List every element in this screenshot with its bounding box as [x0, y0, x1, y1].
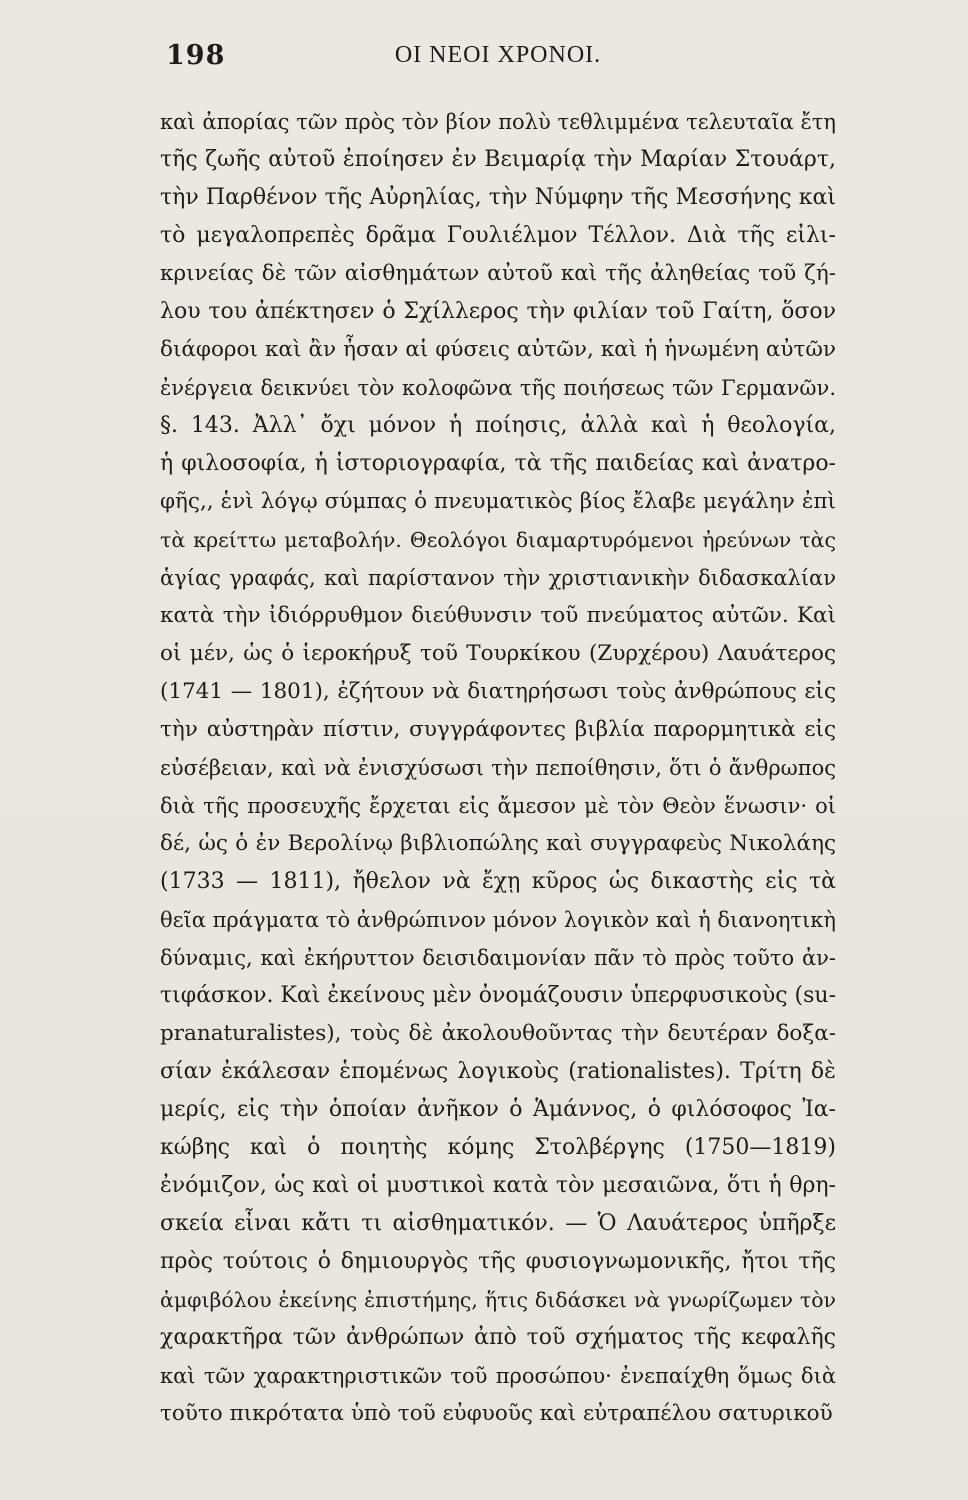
text-line: πρὸς τούτοις ὁ δημιουργὸς τῆς φυσιογνωμονικῆς, ἤτοι τῆς	[160, 1249, 836, 1274]
text-line: (1741 — 1801), ἐζήτουν νὰ διατηρήσωσι τοὺς ἀνθρώπους εἰς	[160, 679, 836, 704]
text-line: τὰ κρείττω μεταβολήν. Θεολόγοι διαμαρτυρόμενοι ἠρεύνων τὰς	[160, 528, 836, 552]
text-line: κατὰ τὴν ἰδιόρρυθμον διεύθυνσιν τοῦ πνεύματος αὐτῶν. Καὶ	[160, 603, 836, 628]
text-line: τὴν αὐστηρὰν πίστιν, συγγράφοντες βιβλία παρορμητικὰ εἰς	[160, 717, 836, 742]
text-line: καὶ τῶν χαρακτηριστικῶν τοῦ προσώπου· ἐνεπαίχθη ὅμως διὰ	[160, 1364, 836, 1388]
text-line: διάφοροι καὶ ἂν ἦσαν αἱ φύσεις αὐτῶν, καὶ ἡ ἡνωμένη αὐτῶν	[160, 337, 836, 362]
text-line: ἁγίας γραφάς, καὶ παρίστανον τὴν χριστιανικὴν διδασκαλίαν	[160, 566, 836, 590]
text-line: μερίς, εἰς τὴν ὁποίαν ἀνῆκον ὁ Ἁμάννος, ὁ φιλόσοφος Ἰα-	[160, 1097, 836, 1122]
text-line: τιφάσκον. Καὶ ἐκείνους μὲν ὀνομάζουσιν ὑπερφυσικοὺς (su-	[160, 983, 836, 1008]
text-line: χαρακτῆρα τῶν ἀνθρώπων ἀπὸ τοῦ σχήματος τῆς κεφαλῆς	[160, 1325, 836, 1350]
text-line: δύναμις, καὶ ἐκήρυττον δεισιδαιμονίαν πᾶν τὸ πρὸς τοῦτο ἀν-	[160, 946, 836, 970]
text-line: pranaturalistes), τοὺς δὲ ἀκολουθοῦντας τὴν δευτέραν δοξα-	[160, 1021, 836, 1046]
text-line: τοῦτο πικρότατα ὑπὸ τοῦ εὐφυοῦς καὶ εὐτραπέλου σατυρικοῦ	[160, 1401, 833, 1426]
text-line: ἡ φιλοσοφία, ἡ ἱστοριογραφία, τὰ τῆς παιδείας καὶ ἀνατρο-	[160, 451, 836, 476]
text-line: κώβης καὶ ὁ ποιητὴς κόμης Στολβέργης (1750—1819)	[160, 1135, 836, 1160]
text-line: ἐνέργεια δεικνύει τὸν κολοφῶνα τῆς ποιήσεως τῶν Γερμανῶν.	[160, 376, 836, 400]
text-line: ἐνόμιζον, ὡς καὶ οἱ μυστικοὶ κατὰ τὸν μεσαιῶνα, ὅτι ἡ θρη-	[160, 1173, 836, 1198]
running-title: ΟΙ ΝΕΟΙ ΧΡΟΝΟΙ.	[394, 42, 602, 68]
text-line: οἱ μέν, ὡς ὁ ἱεροκήρυξ τοῦ Τουρκίκου (Ζυρχέρου) Λαυάτερος	[160, 641, 836, 666]
text-line: εὐσέβειαν, καὶ νὰ ἐνισχύσωσι τὴν πεποίθησιν, ὅτι ὁ ἄνθρωπος	[160, 756, 836, 780]
text-line: ἀμφιβόλου ἐκείνης ἐπιστήμης, ἥτις διδάσκει νὰ γνωρίζωμεν τὸν	[160, 1288, 836, 1312]
text-line: σίαν ἐκάλεσαν ἑπομένως λογικοὺς (rationalistes). Τρίτη δὲ	[160, 1059, 836, 1084]
text-line: τὸ μεγαλοπρεπὲς δρᾶμα Γουλιέλμον Τέλλον. Διὰ τῆς εἰλι-	[160, 223, 836, 248]
page-number: 198	[166, 40, 226, 71]
text-line: λου του ἀπέκτησεν ὁ Σχίλλερος τὴν φιλίαν τοῦ Γαίτη, ὅσον	[160, 299, 836, 324]
text-line: δέ, ὡς ὁ ἐν Βερολίνῳ βιβλιοπώλης καὶ συγγραφεὺς Νικολάης	[160, 831, 836, 856]
text-line: (1733 — 1811), ἤθελον νὰ ἔχῃ κῦρος ὡς δικαστὴς εἰς τὰ	[160, 869, 836, 894]
text-line: θεῖα πράγματα τὸ ἀνθρώπινον μόνον λογικὸν καὶ ἡ διανοητικὴ	[160, 908, 836, 932]
page-header	[160, 40, 836, 80]
body-text	[160, 103, 836, 1433]
text-line: τῆς ζωῆς αὐτοῦ ἐποίησεν ἐν Βειμαρίᾳ τὴν Μαρίαν Στουάρτ,	[160, 147, 836, 172]
text-line: κρινείας δὲ τῶν αἰσθημάτων αὐτοῦ καὶ τῆς ἀληθείας τοῦ ζή-	[160, 261, 836, 286]
text-line: §. 143. Ἀλλ᾽ ὄχι μόνον ἡ ποίησις, ἀλλὰ καὶ ἡ θεολογία,	[160, 413, 836, 438]
text-line: διὰ τῆς προσευχῆς ἔρχεται εἰς ἄμεσον μὲ τὸν Θεὸν ἕνωσιν· οἱ	[160, 794, 836, 818]
text-line: καὶ ἀπορίας τῶν πρὸς τὸν βίον πολὺ τεθλιμμένα τελευταῖα ἔτη	[160, 110, 836, 134]
text-line: τὴν Παρθένον τῆς Αὐρηλίας, τὴν Νύμφην τῆς Μεσσήνης καὶ	[160, 185, 836, 210]
text-line: φῆς,, ἑνὶ λόγῳ σύμπας ὁ πνευματικὸς βίος ἔλαβε μεγάλην ἐπὶ	[160, 489, 836, 514]
text-line: σκεία εἶναι κἄτι τι αἰσθηματικόν. — Ὁ Λαυάτερος ὑπῆρξε	[160, 1211, 836, 1236]
